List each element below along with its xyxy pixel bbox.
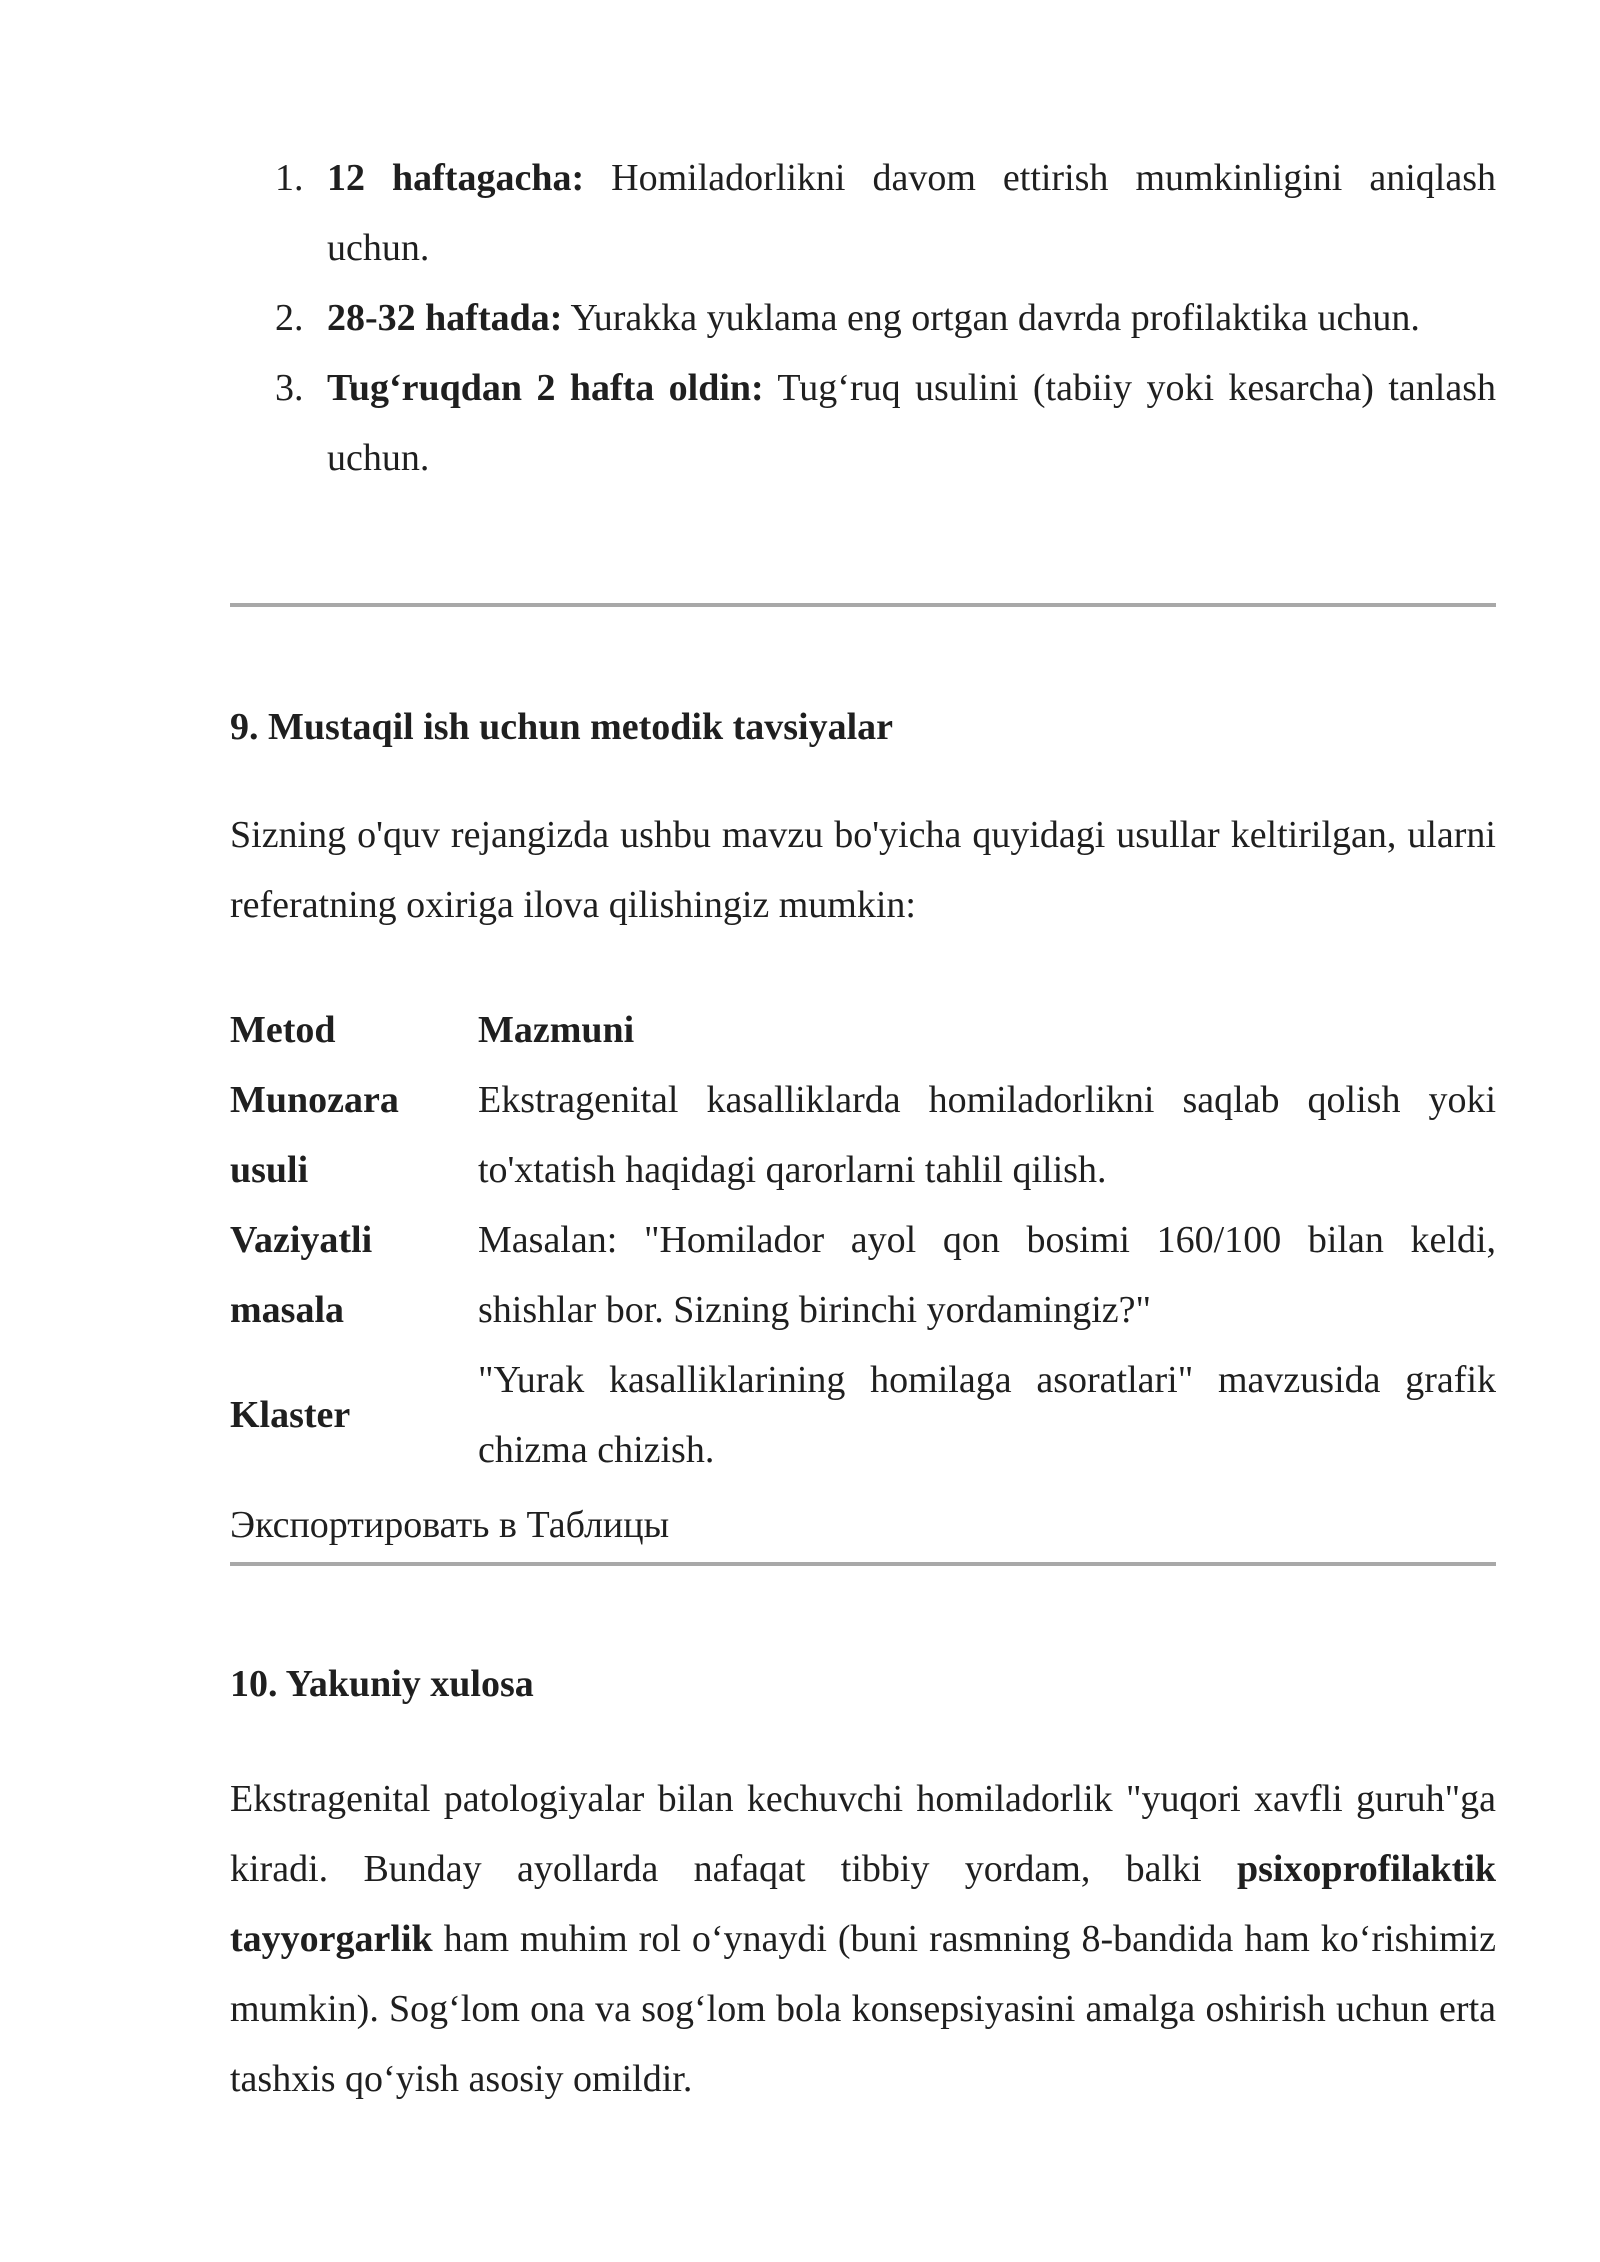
conclusion-text: Ekstragenital patologiyalar bilan kechuvchi homiladorlik "yuqori xavfli guruh"ga kiradi. Bunday ayollarda nafaqat tibbiy yordam, balki xyxy=(230,1778,1496,1890)
column-header-metod: Metod xyxy=(230,1009,336,1051)
method-description: Masalan: "Homilador ayol qon bosimi 160/100 bilan keldi, shishlar bor. Sizning birinchi yordamingiz?" xyxy=(478,1219,1496,1331)
table-row xyxy=(230,1065,1496,1205)
methods-table xyxy=(230,995,1496,1485)
list-item-term: 12 haftagacha: xyxy=(327,157,585,199)
export-to-sheets-link[interactable]: Экспортировать в Таблицы xyxy=(230,1504,670,1546)
list-number: 3. xyxy=(275,367,304,409)
section-divider xyxy=(230,1562,1496,1566)
method-name: Munozara usuli xyxy=(230,1079,399,1191)
method-description: Ekstragenital kasalliklarda homiladorlikni saqlab qolish yoki to'xtatish haqidagi qarorlarni tahlil qilish. xyxy=(478,1079,1496,1191)
method-name: Vaziyatli masala xyxy=(230,1219,373,1331)
table-row xyxy=(230,1205,1496,1345)
column-header-mazmuni: Mazmuni xyxy=(478,1009,635,1051)
list-item-text: Yurakka yuklama eng ortgan davrda profilaktika uchun. xyxy=(562,297,1420,339)
method-description: "Yurak kasalliklarining homilaga asoratlari" mavzusida grafik chizma chizish. xyxy=(478,1359,1496,1471)
table-header-row xyxy=(230,995,1496,1065)
list-item-term: 28-32 haftada: xyxy=(327,297,563,339)
section-10-paragraph xyxy=(230,1764,1496,2114)
section-divider xyxy=(230,603,1496,607)
conclusion-emphasis: psixoprofilaktik tayyorgarlik xyxy=(230,1848,1496,1960)
section-10-heading: 10. Yakuniy xulosa xyxy=(230,1663,534,1705)
conclusion-text-end: ham muhim rol o‘ynaydi (buni rasmning 8-bandida ham ko‘rishimiz mumkin). Sog‘lom ona va sog‘lom bola konsepsiyasini amalga oshirish uchun erta tashxis qo‘yish asosiy omildir. xyxy=(230,1918,1496,2100)
list-item-text: Tug‘ruq usulini (tabiiy yoki kesarcha) tanlash uchun. xyxy=(327,367,1496,479)
section-9-heading: 9. Mustaqil ish uchun metodik tavsiyalar xyxy=(230,706,893,748)
list-item xyxy=(230,353,1496,493)
list-item xyxy=(230,283,1496,353)
list-number: 1. xyxy=(275,157,304,199)
checkup-schedule-list xyxy=(230,143,1496,493)
method-name: Klaster xyxy=(230,1394,351,1436)
table-row xyxy=(230,1345,1496,1485)
list-item-term: Tug‘ruqdan 2 hafta oldin: xyxy=(327,367,764,409)
section-9-intro: Sizning o'quv rejangizda ushbu mavzu bo'yicha quyidagi usullar keltirilgan, ularni referatning oxiriga ilova qilishingiz mumkin: xyxy=(230,814,1496,926)
list-item xyxy=(230,143,1496,283)
list-number: 2. xyxy=(275,297,304,339)
list-item-text: Homiladorlikni davom ettirish mumkinligini aniqlash uchun. xyxy=(327,157,1497,269)
